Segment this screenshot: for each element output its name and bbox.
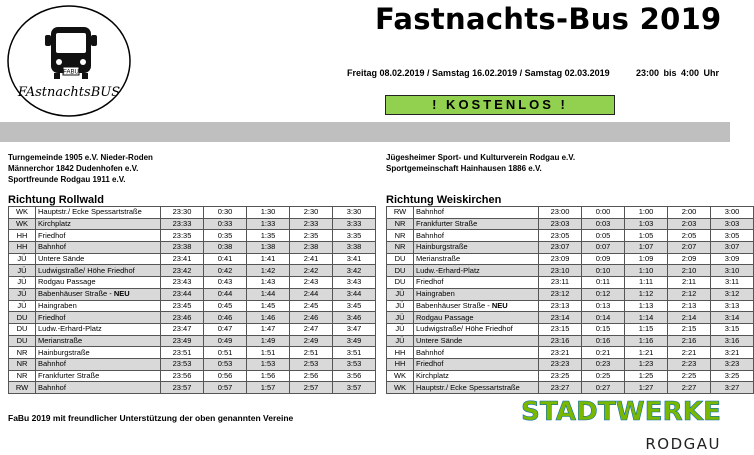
stop-name: Merianstraße	[414, 253, 539, 265]
departure-time: 23:45	[161, 300, 204, 312]
stop-name: Friedhof	[414, 277, 539, 289]
departure-time: 0:10	[582, 265, 625, 277]
departure-time: 3:07	[711, 242, 754, 254]
timetable-row	[387, 300, 754, 312]
departure-time: 1:38	[247, 242, 290, 254]
district-code: JÜ	[9, 288, 36, 300]
departure-time: 0:12	[582, 288, 625, 300]
district-code: HH	[9, 242, 36, 254]
departure-time: 1:35	[247, 230, 290, 242]
departure-time: 23:12	[539, 288, 582, 300]
departure-time: 0:57	[204, 382, 247, 394]
departure-time: 0:23	[582, 358, 625, 370]
stop-name: Ludwigstraße/ Höhe Friedhof	[414, 323, 539, 335]
stop-name: Friedhof	[36, 230, 161, 242]
departure-time: 0:11	[582, 277, 625, 289]
departure-time: 1:03	[625, 218, 668, 230]
stop-name: Ludw.-Erhard-Platz	[36, 323, 161, 335]
district-code: JÜ	[9, 253, 36, 265]
timetable-row	[387, 347, 754, 359]
logo-plate-text: FABU	[63, 69, 79, 76]
departure-time: 23:05	[539, 230, 582, 242]
stop-name: Hainburgstraße	[414, 242, 539, 254]
departure-time: 2:30	[290, 207, 333, 219]
departure-time: 1:14	[625, 312, 668, 324]
departure-time: 0:00	[582, 207, 625, 219]
departure-time: 3:14	[711, 312, 754, 324]
gray-divider-band	[0, 122, 730, 142]
departure-time: 3:45	[333, 300, 376, 312]
departure-time: 23:38	[161, 242, 204, 254]
district-code: HH	[387, 358, 414, 370]
district-code: JÜ	[387, 312, 414, 324]
free-badge: ! KOSTENLOS !	[385, 95, 615, 115]
departure-time: 1:44	[247, 288, 290, 300]
departure-time: 3:10	[711, 265, 754, 277]
district-code: NR	[9, 358, 36, 370]
departure-time: 1:25	[625, 370, 668, 382]
departure-time: 1:41	[247, 253, 290, 265]
departure-time: 0:09	[582, 253, 625, 265]
district-code: WK	[9, 207, 36, 219]
stop-name: Bahnhof	[414, 207, 539, 219]
stop-name: Bahnhof	[36, 242, 161, 254]
departure-time: 2:47	[290, 323, 333, 335]
departure-time: 0:56	[204, 370, 247, 382]
stop-name: Untere Sände	[414, 335, 539, 347]
departure-time: 23:00	[539, 207, 582, 219]
departure-time: 2:25	[668, 370, 711, 382]
district-code: DU	[9, 323, 36, 335]
departure-time: 3:57	[333, 382, 376, 394]
timetable-row	[387, 207, 754, 219]
stop-name: Friedhof	[414, 358, 539, 370]
departure-time: 1:11	[625, 277, 668, 289]
stop-name: Bahnhof	[36, 382, 161, 394]
club-name: Sportfreunde Rodgau 1911 e.V.	[8, 175, 126, 184]
departure-time: 1:45	[247, 300, 290, 312]
district-code: JÜ	[387, 335, 414, 347]
departure-time: 23:10	[539, 265, 582, 277]
district-code: JÜ	[387, 300, 414, 312]
stop-name: Untere Sände	[36, 253, 161, 265]
departure-time: 1:53	[247, 358, 290, 370]
departure-time: 3:44	[333, 288, 376, 300]
district-code: WK	[9, 218, 36, 230]
district-code: JÜ	[387, 323, 414, 335]
departure-time: 0:35	[204, 230, 247, 242]
departure-time: 1:12	[625, 288, 668, 300]
departure-time: 1:46	[247, 312, 290, 324]
departure-time: 0:47	[204, 323, 247, 335]
stop-name: Ludw.-Erhard-Platz	[414, 265, 539, 277]
departure-time: 0:13	[582, 300, 625, 312]
departure-time: 2:23	[668, 358, 711, 370]
stop-name: Frankfurter Straße	[36, 370, 161, 382]
service-times: 23:00 bis 4:00 Uhr	[636, 68, 720, 78]
sponsor-city: RODGAU	[645, 435, 721, 453]
departure-time: 1:27	[625, 382, 668, 394]
stop-name: Babenhäuser Straße - NEU	[36, 288, 161, 300]
departure-time: 23:51	[161, 347, 204, 359]
departure-time: 3:16	[711, 335, 754, 347]
departure-time: 23:25	[539, 370, 582, 382]
departure-time: 0:51	[204, 347, 247, 359]
timetable-row	[387, 230, 754, 242]
departure-time: 1:49	[247, 335, 290, 347]
departure-time: 23:53	[161, 358, 204, 370]
departure-time: 3:00	[711, 207, 754, 219]
departure-time: 3:42	[333, 265, 376, 277]
departure-time: 0:53	[204, 358, 247, 370]
timetable-row	[387, 323, 754, 335]
departure-time: 2:46	[290, 312, 333, 324]
departure-time: 2:53	[290, 358, 333, 370]
departure-time: 2:33	[290, 218, 333, 230]
departure-time: 3:05	[711, 230, 754, 242]
departure-time: 0:42	[204, 265, 247, 277]
timetable-row	[387, 335, 754, 347]
timetable-row	[387, 312, 754, 324]
timetable-row	[9, 370, 376, 382]
departure-time: 1:05	[625, 230, 668, 242]
timetable-row	[9, 312, 376, 324]
departure-time: 1:07	[625, 242, 668, 254]
departure-time: 0:49	[204, 335, 247, 347]
departure-time: 0:05	[582, 230, 625, 242]
timetable-row	[387, 253, 754, 265]
service-dates: Freitag 08.02.2019 / Samstag 16.02.2019 / Samstag 02.03.2019	[347, 68, 610, 78]
district-code: NR	[9, 370, 36, 382]
district-code: WK	[387, 370, 414, 382]
departure-time: 0:25	[582, 370, 625, 382]
direction-weiskirchen-heading: Richtung Weiskirchen	[386, 194, 502, 206]
departure-time: 1:16	[625, 335, 668, 347]
district-code: DU	[387, 277, 414, 289]
district-code: WK	[387, 382, 414, 394]
departure-time: 23:43	[161, 277, 204, 289]
timetable-row	[9, 288, 376, 300]
departure-time: 3:56	[333, 370, 376, 382]
timetable-row	[9, 277, 376, 289]
departure-time: 3:12	[711, 288, 754, 300]
timetable-row	[9, 207, 376, 219]
departure-time: 23:56	[161, 370, 204, 382]
departure-time: 2:12	[668, 288, 711, 300]
departure-time: 0:33	[204, 218, 247, 230]
departure-time: 3:49	[333, 335, 376, 347]
departure-time: 23:35	[161, 230, 204, 242]
sponsor-name: STADTWERKE	[521, 397, 721, 427]
club-name: Turngemeinde 1905 e.V. Nieder-Roden	[8, 153, 153, 162]
timetable-row	[9, 218, 376, 230]
timetable-row	[387, 277, 754, 289]
timetable-row	[387, 382, 754, 394]
departure-time: 23:14	[539, 312, 582, 324]
departure-time: 2:13	[668, 300, 711, 312]
departure-time: 2:56	[290, 370, 333, 382]
departure-time: 1:56	[247, 370, 290, 382]
departure-time: 1:15	[625, 323, 668, 335]
stop-name: Haingraben	[414, 288, 539, 300]
district-code: RW	[387, 207, 414, 219]
departure-time: 0:41	[204, 253, 247, 265]
departure-time: 3:38	[333, 242, 376, 254]
district-code: DU	[9, 335, 36, 347]
stop-name: Bahnhof	[36, 358, 161, 370]
departure-time: 3:41	[333, 253, 376, 265]
departure-time: 3:53	[333, 358, 376, 370]
departure-time: 3:33	[333, 218, 376, 230]
departure-time: 3:43	[333, 277, 376, 289]
district-code: HH	[387, 347, 414, 359]
departure-time: 3:25	[711, 370, 754, 382]
departure-time: 1:43	[247, 277, 290, 289]
district-code: NR	[387, 218, 414, 230]
departure-time: 0:15	[582, 323, 625, 335]
timetable-row	[387, 358, 754, 370]
stop-name: Hauptstr./ Ecke Spessartstraße	[36, 207, 161, 219]
departure-time: 23:30	[161, 207, 204, 219]
page-title: Fastnachts-Bus 2019	[375, 2, 722, 36]
timetable-row	[9, 335, 376, 347]
district-code: HH	[9, 230, 36, 242]
departure-time: 2:43	[290, 277, 333, 289]
departure-time: 23:11	[539, 277, 582, 289]
stop-name: Kirchplatz	[414, 370, 539, 382]
timetable-rollwald	[8, 206, 376, 394]
departure-time: 23:41	[161, 253, 204, 265]
timetable-row	[387, 288, 754, 300]
departure-time: 0:14	[582, 312, 625, 324]
departure-time: 3:03	[711, 218, 754, 230]
club-name: Jügesheimer Sport- und Kulturverein Rodgau e.V.	[386, 153, 576, 162]
district-code: NR	[387, 230, 414, 242]
departure-time: 0:45	[204, 300, 247, 312]
footer-note: FaBu 2019 mit freundlicher Unterstützung der oben genannten Vereine	[8, 413, 294, 423]
departure-time: 1:30	[247, 207, 290, 219]
departure-time: 1:33	[247, 218, 290, 230]
departure-time: 3:21	[711, 347, 754, 359]
departure-time: 3:51	[333, 347, 376, 359]
district-code: JÜ	[9, 265, 36, 277]
district-code: DU	[387, 253, 414, 265]
departure-time: 2:00	[668, 207, 711, 219]
departure-time: 2:11	[668, 277, 711, 289]
departure-time: 1:57	[247, 382, 290, 394]
timetable-row	[387, 370, 754, 382]
timetable-row	[387, 242, 754, 254]
departure-time: 3:46	[333, 312, 376, 324]
departure-time: 23:23	[539, 358, 582, 370]
departure-time: 2:57	[290, 382, 333, 394]
district-code: JÜ	[9, 277, 36, 289]
departure-time: 3:23	[711, 358, 754, 370]
departure-time: 0:16	[582, 335, 625, 347]
departure-time: 23:15	[539, 323, 582, 335]
departure-time: 0:27	[582, 382, 625, 394]
departure-time: 23:44	[161, 288, 204, 300]
departure-time: 23:42	[161, 265, 204, 277]
departure-time: 2:42	[290, 265, 333, 277]
departure-time: 2:38	[290, 242, 333, 254]
departure-time: 23:27	[539, 382, 582, 394]
district-code: NR	[9, 347, 36, 359]
departure-time: 23:49	[161, 335, 204, 347]
timetable-row	[9, 242, 376, 254]
departure-time: 1:00	[625, 207, 668, 219]
departure-time: 1:09	[625, 253, 668, 265]
departure-time: 2:49	[290, 335, 333, 347]
departure-time: 3:11	[711, 277, 754, 289]
departure-time: 2:51	[290, 347, 333, 359]
stop-name: Ludwigstraße/ Höhe Friedhof	[36, 265, 161, 277]
departure-time: 2:16	[668, 335, 711, 347]
departure-time: 0:46	[204, 312, 247, 324]
stop-name: Kirchplatz	[36, 218, 161, 230]
timetable-row	[9, 382, 376, 394]
departure-time: 2:09	[668, 253, 711, 265]
departure-time: 23:33	[161, 218, 204, 230]
departure-time: 2:45	[290, 300, 333, 312]
departure-time: 23:07	[539, 242, 582, 254]
stop-name: Merianstraße	[36, 335, 161, 347]
departure-time: 3:09	[711, 253, 754, 265]
direction-rollwald-heading: Richtung Rollwald	[8, 194, 104, 206]
departure-time: 3:35	[333, 230, 376, 242]
departure-time: 0:07	[582, 242, 625, 254]
district-code: DU	[9, 312, 36, 324]
stop-name: Bahnhof	[414, 230, 539, 242]
timetable-row	[9, 300, 376, 312]
departure-time: 2:07	[668, 242, 711, 254]
stop-name: Babenhäuser Straße - NEU	[414, 300, 539, 312]
timetable-row	[9, 358, 376, 370]
departure-time: 0:03	[582, 218, 625, 230]
departure-time: 2:03	[668, 218, 711, 230]
stop-name: Frankfurter Straße	[414, 218, 539, 230]
timetable-row	[387, 265, 754, 277]
departure-time: 0:44	[204, 288, 247, 300]
stop-name: Rodgau Passage	[414, 312, 539, 324]
departure-time: 3:30	[333, 207, 376, 219]
departure-time: 2:14	[668, 312, 711, 324]
stop-name: Haingraben	[36, 300, 161, 312]
clubs-right	[386, 152, 575, 174]
departure-time: 2:44	[290, 288, 333, 300]
departure-time: 23:21	[539, 347, 582, 359]
departure-time: 0:21	[582, 347, 625, 359]
district-code: RW	[9, 382, 36, 394]
club-name: Sportgemeinschaft Hainhausen 1886 e.V.	[386, 164, 542, 173]
clubs-left	[8, 152, 153, 185]
departure-time: 1:42	[247, 265, 290, 277]
departure-time: 0:38	[204, 242, 247, 254]
departure-time: 23:13	[539, 300, 582, 312]
departure-time: 2:27	[668, 382, 711, 394]
district-code: NR	[387, 242, 414, 254]
departure-time: 1:51	[247, 347, 290, 359]
departure-time: 2:05	[668, 230, 711, 242]
timetable-weiskirchen	[386, 206, 754, 394]
departure-time: 1:10	[625, 265, 668, 277]
departure-time: 3:47	[333, 323, 376, 335]
departure-time: 3:13	[711, 300, 754, 312]
stop-name: Hainburgstraße	[36, 347, 161, 359]
departure-time: 2:10	[668, 265, 711, 277]
timetable-row	[387, 218, 754, 230]
departure-time: 3:27	[711, 382, 754, 394]
departure-time: 2:41	[290, 253, 333, 265]
departure-time: 3:15	[711, 323, 754, 335]
timetable-row	[9, 253, 376, 265]
district-code: JÜ	[387, 288, 414, 300]
timetable-row	[9, 265, 376, 277]
departure-time: 23:46	[161, 312, 204, 324]
district-code: JÜ	[9, 300, 36, 312]
departure-time: 2:15	[668, 323, 711, 335]
departure-time: 2:21	[668, 347, 711, 359]
timetable-row	[9, 347, 376, 359]
departure-time: 1:47	[247, 323, 290, 335]
stop-name: Friedhof	[36, 312, 161, 324]
stadtwerke-rodgau-logo	[518, 398, 724, 454]
stop-name: Hauptstr./ Ecke Spessartstraße	[414, 382, 539, 394]
departure-time: 1:13	[625, 300, 668, 312]
departure-time: 23:47	[161, 323, 204, 335]
timetable-row	[9, 323, 376, 335]
stop-name: Rodgau Passage	[36, 277, 161, 289]
departure-time: 23:09	[539, 253, 582, 265]
stop-name: Bahnhof	[414, 347, 539, 359]
logo-script-text: FAstnachtsBUS	[17, 85, 121, 100]
district-code: DU	[387, 265, 414, 277]
departure-time: 23:03	[539, 218, 582, 230]
departure-time: 0:43	[204, 277, 247, 289]
timetable-row	[9, 230, 376, 242]
departure-time: 2:35	[290, 230, 333, 242]
fabu-logo	[5, 3, 133, 119]
departure-time: 0:30	[204, 207, 247, 219]
departure-time: 23:16	[539, 335, 582, 347]
departure-time: 1:23	[625, 358, 668, 370]
departure-time: 23:57	[161, 382, 204, 394]
departure-time: 1:21	[625, 347, 668, 359]
club-name: Männerchor 1842 Dudenhofen e.V.	[8, 164, 139, 173]
